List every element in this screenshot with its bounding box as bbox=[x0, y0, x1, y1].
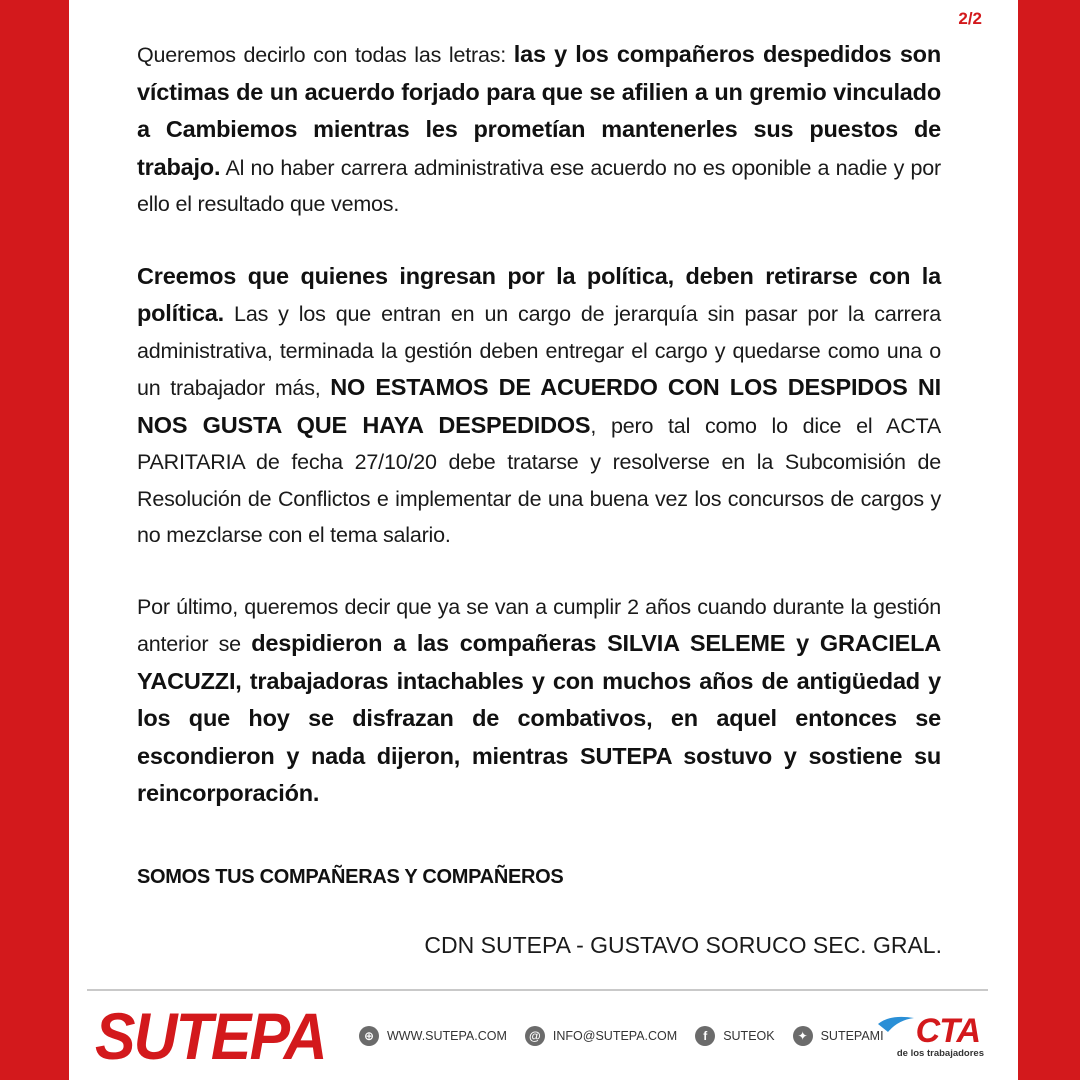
text-run: , pero tal como lo dice el ACTA PARITARIA de fecha 27/10/20 debe tratarse y resolverse en la Subcomisión de Resolución de Conflictos e implementar de una buena vez los concursos de cargos y no mezclarse con el tema salario. bbox=[137, 413, 941, 547]
contact-label: INFO@SUTEPA.COM bbox=[552, 1029, 678, 1043]
page-number: 2/2 bbox=[958, 9, 982, 28]
contact-label: SUTEOK bbox=[723, 1029, 775, 1043]
bold-text-run: despidieron a las compañeras SILVIA SELEME y GRACIELA YACUZZI, trabajadoras intachables y con muchos años de antigüedad y los que hoy se disfrazan de combativos, en aquel entonces se escondieron y nada dijeron, mientras SUTEPA sostuvo y sostiene su reincorporación. bbox=[137, 630, 942, 806]
paragraph-1 bbox=[137, 36, 941, 223]
cta-wordmark: CTA bbox=[915, 1012, 980, 1050]
paragraph-3 bbox=[137, 589, 941, 813]
sutepa-logo: SUTEPA bbox=[95, 999, 326, 1073]
contact-facebook[interactable] bbox=[695, 1026, 774, 1046]
at-icon: @ bbox=[525, 1026, 545, 1046]
contact-label: SUTEPAMI bbox=[820, 1029, 884, 1043]
bold-text-run: NO ESTAMOS DE ACUERDO CON LOS DESPIDOS NI NOS GUSTA QUE HAYA DESPEDIDOS bbox=[137, 374, 941, 438]
body-text bbox=[137, 36, 941, 813]
facebook-icon: f bbox=[695, 1026, 715, 1046]
contact-email[interactable] bbox=[525, 1026, 677, 1046]
cta-logo bbox=[876, 1010, 988, 1070]
cta-subtitle: de los trabajadores bbox=[896, 1048, 984, 1059]
globe-icon: ⊕ bbox=[359, 1026, 379, 1046]
closing-line: SOMOS TUS COMPAÑERAS Y COMPAÑEROS bbox=[137, 866, 564, 888]
bold-text-run: Creemos que quienes ingresan por la política, deben retirarse con la política. bbox=[137, 262, 941, 326]
twitter-icon: ✦ bbox=[793, 1026, 813, 1046]
left-red-band bbox=[0, 0, 69, 1080]
text-run: Al no haber carrera administrativa ese acuerdo no es oponible a nadie y por ello el resultado que vemos. bbox=[137, 155, 941, 216]
cta-swoosh-icon bbox=[876, 1010, 916, 1046]
text-run: Por último, queremos decir que ya se van a cumplir 2 años cuando durante la gestión anterior se bbox=[137, 594, 941, 656]
contact-twitter[interactable] bbox=[793, 1026, 884, 1046]
footer-divider bbox=[87, 989, 988, 991]
contact-bar bbox=[359, 1026, 884, 1046]
text-run: Las y los que entran en un cargo de jerarquía sin pasar por la carrera administrativa, terminada la gestión deben entregar el cargo y quedarse como una o un trabajador más, bbox=[137, 302, 941, 400]
contact-website[interactable] bbox=[359, 1026, 507, 1046]
paragraph-2 bbox=[137, 258, 941, 554]
text-run: Queremos decirlo con todas las letras: bbox=[137, 43, 514, 67]
right-red-band bbox=[1018, 0, 1080, 1080]
bold-text-run: las y los compañeros despedidos son víctimas de un acuerdo forjado para que se afilien a un gremio vinculado a Cambiemos mientras les prometían mantenerles sus puestos de trabajo. bbox=[137, 41, 941, 180]
signature: CDN SUTEPA - GUSTAVO SORUCO SEC. GRAL. bbox=[424, 932, 942, 958]
document-page bbox=[69, 0, 1018, 1080]
contact-label: WWW.SUTEPA.COM bbox=[387, 1029, 507, 1043]
